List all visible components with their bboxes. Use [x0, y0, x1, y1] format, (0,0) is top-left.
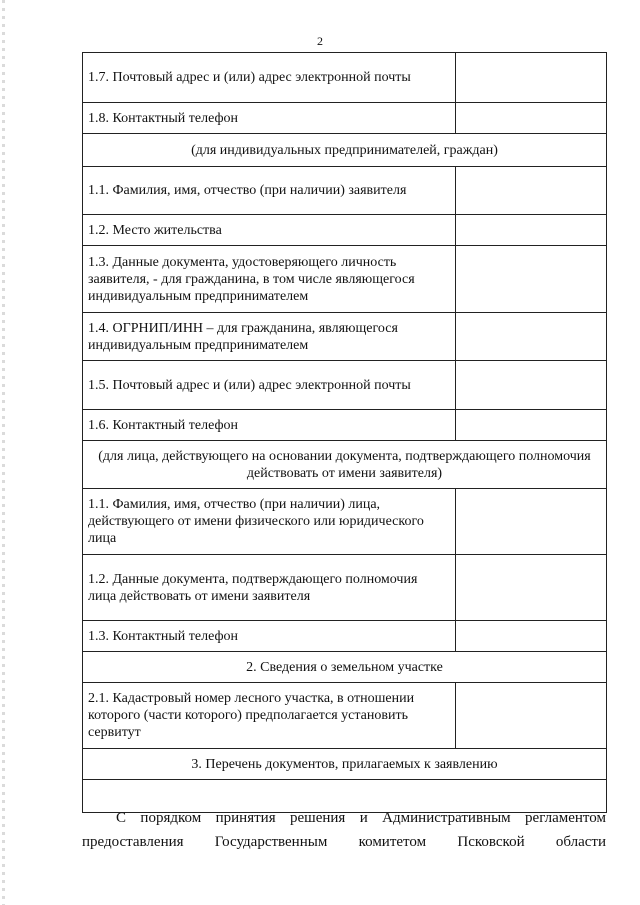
table-row: [83, 361, 607, 410]
section-header: (для лица, действующего на основании документа, подтверждающего полномочия действовать от имени заявителя): [83, 441, 607, 489]
field-label: 1.7. Почтовый адрес и (или) адрес электронной почты: [83, 53, 456, 103]
table-row: [83, 489, 607, 555]
application-form-table: [82, 52, 607, 813]
table-row: [83, 621, 607, 652]
field-value-cell[interactable]: [456, 167, 607, 215]
field-value-cell[interactable]: [456, 361, 607, 410]
field-label: 2.1. Кадастровый номер лесного участка, в отношении которого (части которого) предполагается установить сервитут: [83, 683, 456, 749]
section-header-row: [83, 441, 607, 489]
scan-edge: [2, 0, 5, 905]
field-value-cell[interactable]: [456, 489, 607, 555]
section-header-row: [83, 749, 607, 780]
section-header: 2. Сведения о земельном участке: [83, 652, 607, 683]
section-header: (для индивидуальных предпринимателей, граждан): [83, 134, 607, 167]
field-label: 1.3. Данные документа, удостоверяющего личность заявителя, - для гражданина, в том числе являющегося индивидуальным предпринимателем: [83, 246, 456, 313]
field-value-cell[interactable]: [456, 555, 607, 621]
field-label: 1.3. Контактный телефон: [83, 621, 456, 652]
field-label: 1.1. Фамилия, имя, отчество (при наличии) заявителя: [83, 167, 456, 215]
field-value-cell[interactable]: [456, 215, 607, 246]
table-row: [83, 103, 607, 134]
table-row: [83, 246, 607, 313]
field-value-cell[interactable]: [456, 246, 607, 313]
table-row: [83, 555, 607, 621]
field-label: 1.2. Место жительства: [83, 215, 456, 246]
table-row: [83, 53, 607, 103]
table-row: [83, 313, 607, 361]
field-label: 1.6. Контактный телефон: [83, 410, 456, 441]
section-header: 3. Перечень документов, прилагаемых к заявлению: [83, 749, 607, 780]
field-label: 1.5. Почтовый адрес и (или) адрес электронной почты: [83, 361, 456, 410]
field-value-cell[interactable]: [456, 410, 607, 441]
statement-paragraph: [82, 806, 606, 854]
section-header-row: [83, 134, 607, 167]
field-label: 1.4. ОГРНИП/ИНН – для гражданина, являющегося индивидуальным предпринимателем: [83, 313, 456, 361]
field-label: 1.1. Фамилия, имя, отчество (при наличии) лица, действующего от имени физического или юридического лица: [83, 489, 456, 555]
table-row: [83, 683, 607, 749]
statement-line: С порядком принятия решения и Административным регламентом: [116, 810, 606, 826]
field-label: 1.8. Контактный телефон: [83, 103, 456, 134]
field-label: 1.2. Данные документа, подтверждающего полномочия лица действовать от имени заявителя: [83, 555, 456, 621]
field-value-cell[interactable]: [456, 621, 607, 652]
field-value-cell[interactable]: [456, 313, 607, 361]
page-number: 2: [317, 34, 323, 48]
field-value-cell[interactable]: [456, 53, 607, 103]
field-value-cell[interactable]: [456, 683, 607, 749]
section-header-row: [83, 652, 607, 683]
table-row: [83, 167, 607, 215]
table-row: [83, 215, 607, 246]
statement-line: предоставления Государственным комитетом Псковской области: [82, 834, 606, 850]
table-row: [83, 410, 607, 441]
field-value-cell[interactable]: [456, 103, 607, 134]
